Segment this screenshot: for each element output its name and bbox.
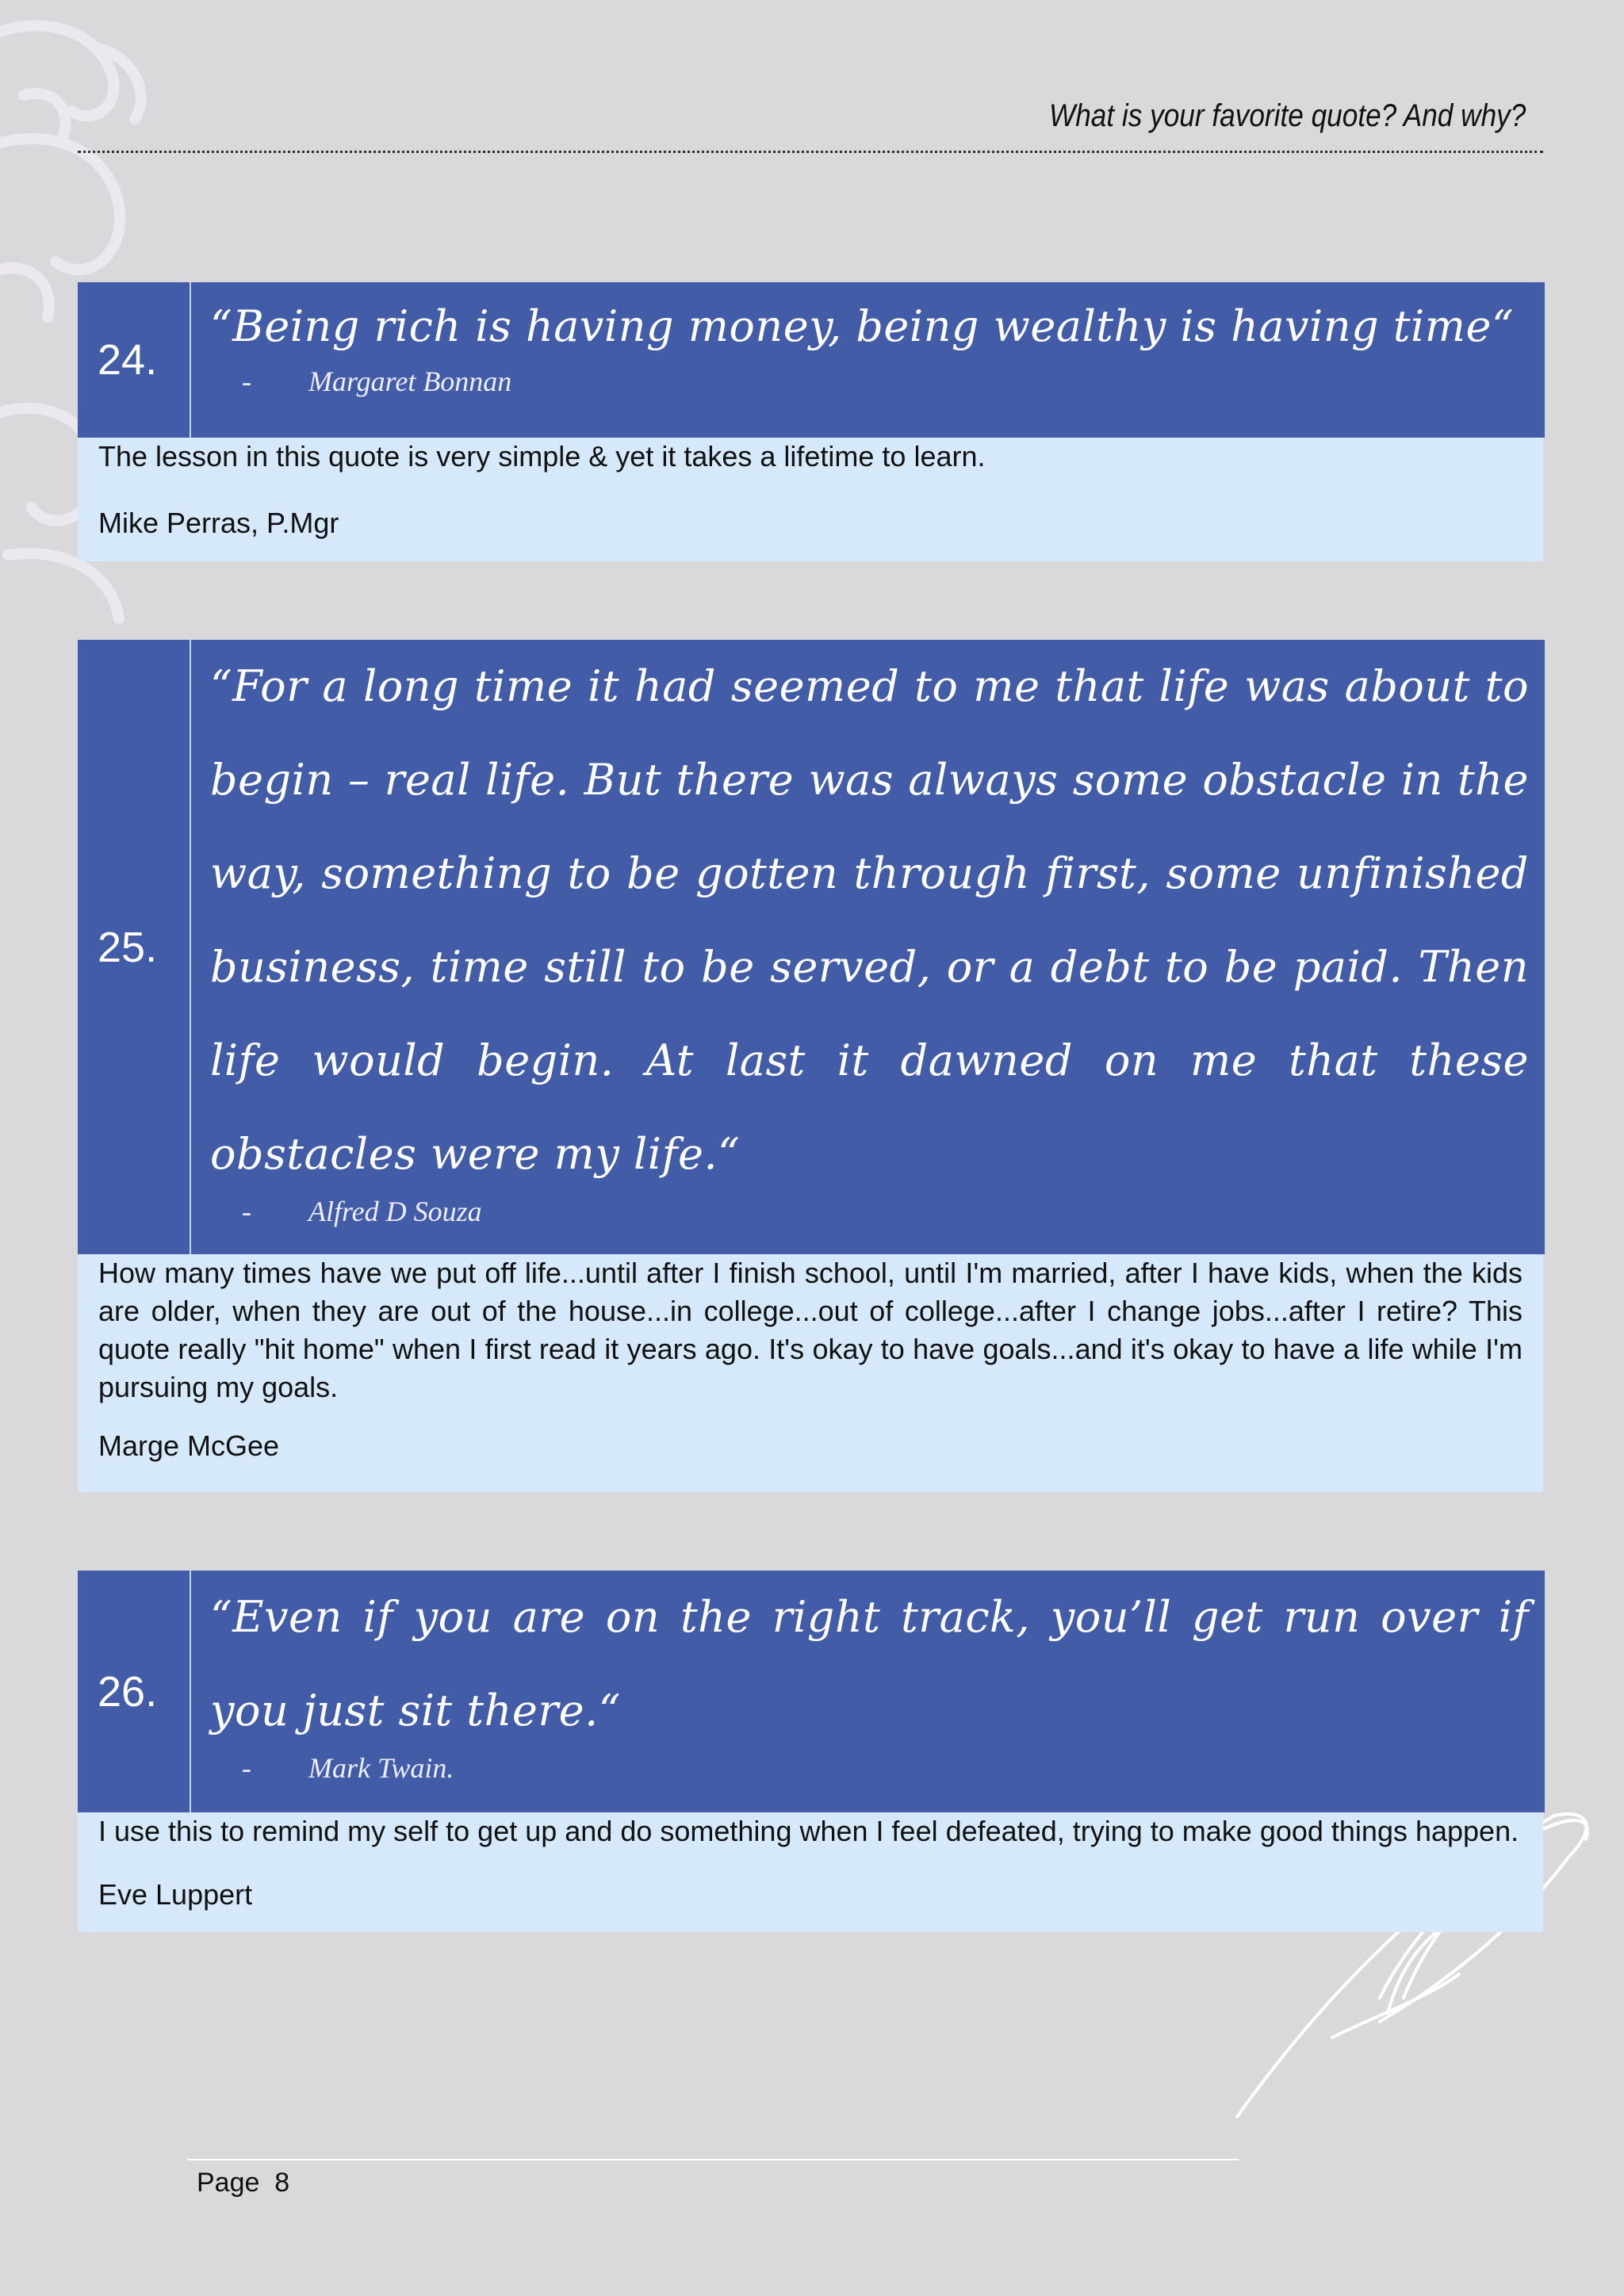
header-title: What is your favorite quote? And why? <box>1048 98 1526 133</box>
quote-content <box>191 640 1545 1254</box>
quote-text: “Even if you are on the right track, you’ll get run over if you just sit there.“ <box>210 1592 1529 1735</box>
comment-box <box>78 1812 1543 1932</box>
quote-author-line <box>210 1195 1529 1228</box>
entry-number: 24. <box>78 282 191 438</box>
page-number: Page 8 <box>197 2168 290 2198</box>
quote-text: “For a long time it had seemed to me that life was about to begin – real life. But there was always some obstacle in the way, something to be gotten through first, some unfinished business, time still to be served, or a debt to be paid. Then life would begin. At last it dawned on me that these obstacles were my life.“ <box>210 661 1529 1179</box>
comment-box <box>78 1254 1543 1492</box>
comment-text: I use this to remind my self to get up and do something when I feel defeated, trying to make good things happen. <box>98 1815 1519 1847</box>
quote-author: Alfred D Souza <box>308 1196 482 1227</box>
quote-author-line <box>210 1751 1529 1785</box>
author-dash: - <box>242 365 251 397</box>
author-dash: - <box>242 1752 251 1784</box>
comment-signer: Mike Perras, P.Mgr <box>98 507 339 539</box>
footer-divider <box>187 2159 1239 2160</box>
quote-text: “Being rich is having money, being wealthy is having time“ <box>210 301 1515 351</box>
quote-content <box>191 1571 1545 1812</box>
quote-entry-24 <box>78 282 1543 561</box>
quote-content <box>191 282 1545 438</box>
comment-text: The lesson in this quote is very simple & yet it takes a lifetime to learn. <box>98 440 986 473</box>
quote-entry-26 <box>78 1571 1543 1932</box>
page-header <box>78 94 1543 153</box>
quote-box <box>78 282 1545 438</box>
comment-box <box>78 438 1543 561</box>
quote-box <box>78 1571 1545 1812</box>
comment-signer: Eve Luppert <box>98 1878 253 1911</box>
quote-box <box>78 640 1545 1254</box>
quote-entry-25 <box>78 640 1543 1492</box>
quote-author: Mark Twain. <box>308 1752 454 1784</box>
entry-number: 26. <box>78 1571 191 1812</box>
comment-signer: Marge McGee <box>98 1429 280 1462</box>
quote-author: Margaret Bonnan <box>308 365 512 397</box>
comment-text: How many times have we put off life...until after I finish school, until I'm married, after I have kids, when the kids are older, when they are out of the house...in college...out of college...after I change jobs...after I retire? This quote really "hit home" when I first read it years ago. It's okay to have goals...and it's okay to have a life while I'm pursuing my goals. <box>98 1257 1522 1403</box>
entry-number: 25. <box>78 640 191 1254</box>
author-dash: - <box>242 1196 251 1227</box>
